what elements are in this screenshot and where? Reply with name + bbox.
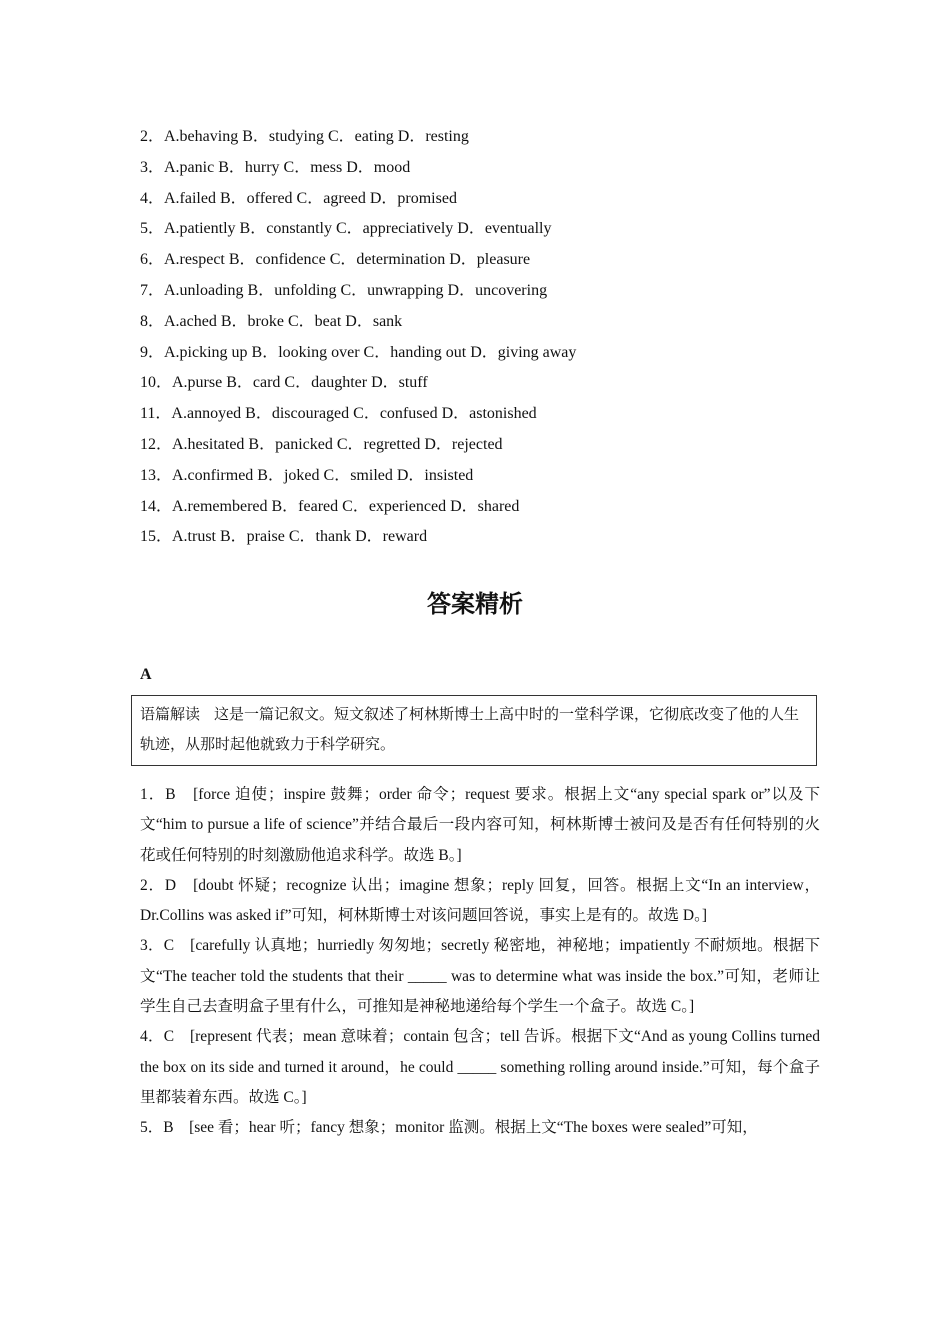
option-line: 9．A.picking up B．looking over C．handing out D．giving away [140,343,577,361]
option-line: 11．A.annoyed B．discouraged C．confused D．astonished [140,405,537,423]
option-line: 14．A.remembered B．feared C．experienced D．shared [140,497,520,515]
answer-item: 3．C [carefully 认真地；hurriedly 匆匆地；secretly 秘密地，神秘地；impatiently 不耐烦地。根据下文“The teacher told the students that their _____ was to determine what was inside the box.”可知，老师让学生自己去查明盒子里有什么，可推知是神秘地递给每个学生一个盒子。故选 C。] [140,937,820,1016]
answer-item: 2．D [doubt 怀疑；recognize 认出；imagine 想象；reply 回复，回答。根据上文“In an interview，Dr.Collins was asked if”可知，柯林斯博士对该问题回答说，事实上是有的。故选 D。] [140,876,820,925]
option-line: 7．A.unloading B．unfolding C．unwrapping D．uncovering [140,281,548,299]
option-line: 4．A.failed B．offered C．agreed D．promised [140,189,457,207]
answer-item: 5．B [see 看；hear 听；fancy 想象；monitor 监测。根据上文“The boxes were sealed”可知， [140,1119,758,1137]
section-label: A [140,666,152,683]
option-line: 5．A.patiently B．constantly C．appreciatively D．eventually [140,220,552,238]
answer-analysis-title: 答案精析 [427,590,523,618]
option-line: 15．A.trust B．praise C．thank D．reward [140,528,428,546]
answer-explanations [140,780,820,1144]
option-line: 6．A.respect B．confidence C．determination D．pleasure [140,251,531,269]
summary-label: 语篇解读 [140,705,201,723]
answer-item: 1．B [force 迫使；inspire 鼓舞；order 命令；request 要求。根据上文“any special spark or”以及下文“him to pursue a life of science”并结合最后一段内容可知，柯林斯博士被问及是否有任何特别的火花或任何特别的时刻激励他追求科学。故选 B。] [140,786,820,864]
option-line: 3．A.panic B．hurry C．mess D．mood [140,158,411,176]
option-line: 13．A.confirmed B．joked C．smiled D．insisted [140,466,474,484]
option-line: 8．A.ached B．broke C．beat D．sank [140,312,403,330]
option-line: 12．A.hesitated B．panicked C．regretted D．rejected [140,435,503,453]
option-line: 2．A.behaving B．studying C．eating D．resting [140,128,469,145]
summary-box [131,695,817,766]
summary-text: 这是一篇记叙文。短文叙述了柯林斯博士上高中时的一堂科学课，它彻底改变了他的人生轨迹，从那时起他就致力于科学研究。 [140,707,800,753]
question-options-list [140,122,840,553]
answer-item: 4．C [represent 代表；mean 意味着；contain 包含；tell 告诉。根据下文“And as young Collins turned the box on its side and turned it around，he could _____ something rolling around inside.”可知，每个盒子里都装着东西。故选 C。] [140,1028,820,1106]
option-line: 10．A.purse B．card C．daughter D．stuff [140,374,428,392]
